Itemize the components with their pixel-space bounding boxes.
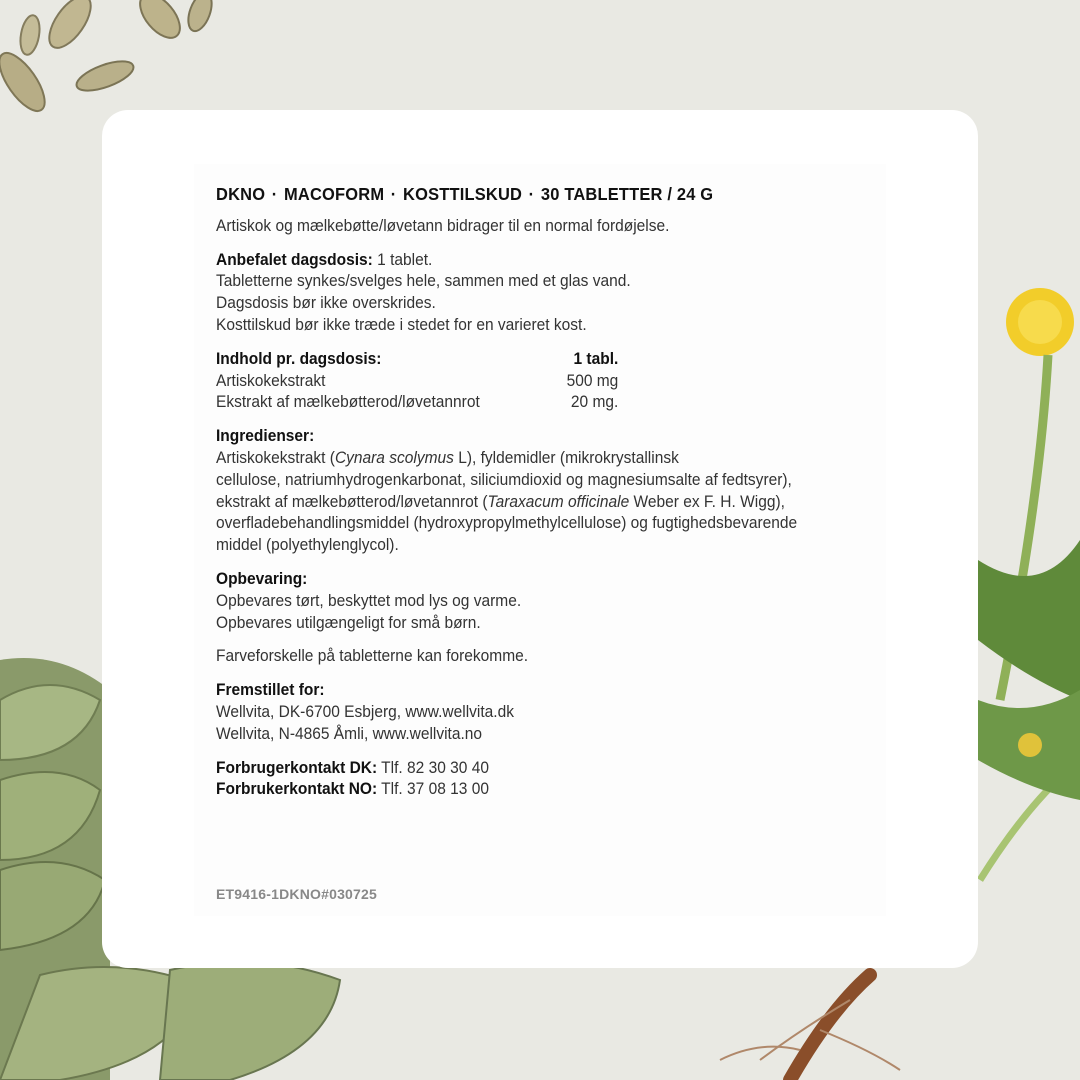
content-name: Ekstrakt af mælkebøtterod/løvetannrot [216, 393, 480, 412]
ingredients-text: overfladebehandlingsmiddel (hydroxypropylmethylcellulose) og fugtighedsbevarende [216, 514, 798, 533]
manufacturer-section [216, 680, 836, 745]
latin-name: Taraxacum officinale [487, 492, 630, 511]
label-card [102, 110, 978, 968]
dosage-line: Tabletterne synkes/svelges hele, sammen med et glas vand. [216, 272, 631, 291]
manufacturer-line: Wellvita, N-4865 Åmli, www.wellvita.no [216, 724, 483, 743]
ingredients-text: Weber ex F. H. Wigg), [629, 492, 785, 511]
header-brand: MACOFORM [284, 184, 385, 204]
dosage-line: Kosttilskud bør ikke træde i stedet for en varieret kost. [216, 315, 587, 334]
dosage-value: 1 tablet. [372, 250, 433, 269]
label-code: ET9416-1DKNO#030725 [216, 886, 378, 902]
contact-dk-phone: Tlf. 82 30 30 40 [377, 758, 489, 777]
header-separator: · [390, 184, 397, 204]
contact-dk-label: Forbrugerkontakt DK: [216, 758, 378, 777]
content-name: Artiskokekstrakt [216, 371, 326, 390]
content-table-unit: 1 tabl. [573, 349, 619, 368]
header-market: DKNO [216, 184, 266, 204]
label-content [216, 184, 836, 813]
content-table-heading: Indhold pr. dagsdosis: [216, 349, 382, 368]
ingredients-text: ekstrakt af mælkebøtterod/løvetannrot ( [216, 492, 488, 511]
intro-claim: Artiskok og mælkebøtte/løvetann bidrager til en normal fordøjelse. [216, 216, 670, 235]
ingredients-section [216, 426, 836, 557]
ingredients-heading: Ingredienser: [216, 427, 315, 446]
content-amount: 20 mg. [570, 393, 619, 412]
storage-heading: Opbevaring: [216, 569, 308, 588]
ingredients-text: L), fyldemidler (mikrokrystallinsk [453, 448, 679, 467]
content-table-row [216, 371, 618, 393]
ingredients-text: Artiskokekstrakt ( [216, 448, 335, 467]
contact-section [216, 758, 836, 802]
manufacturer-heading: Fremstillet for: [216, 681, 325, 700]
content-amount: 500 mg [566, 371, 619, 390]
ingredients-text: middel (polyethylenglycol). [216, 536, 399, 555]
dosage-label: Anbefalet dagsdosis: [216, 250, 373, 269]
fennel-seeds-decoration [0, 0, 216, 118]
dosage-line: Dagsdosis bør ikke overskrides. [216, 294, 436, 313]
content-table-header [216, 349, 618, 371]
dandelion-decoration [978, 288, 1080, 880]
product-label [194, 164, 886, 916]
content-table [216, 349, 836, 414]
header-category: KOSTTILSKUD [403, 184, 523, 204]
content-table-row [216, 392, 618, 414]
contact-no-phone: Tlf. 37 08 13 00 [377, 780, 489, 799]
header-separator: · [528, 184, 535, 204]
ingredients-text: cellulose, natriumhydrogenkarbonat, siliciumdioxid og magnesiumsalte af fedtsyrer), [216, 470, 792, 489]
header-quantity: 30 TABLETTER / 24 G [540, 184, 714, 204]
latin-name: Cynara scolymus [334, 448, 454, 467]
dandelion-root-decoration [720, 975, 900, 1080]
dosage-section [216, 250, 836, 337]
storage-line: Opbevares tørt, beskyttet mod lys og varme. [216, 591, 522, 610]
manufacturer-line: Wellvita, DK-6700 Esbjerg, www.wellvita.dk [216, 702, 514, 721]
storage-line: Opbevares utilgængeligt for små børn. [216, 613, 481, 632]
color-note: Farveforskelle på tabletterne kan forekomme. [216, 647, 529, 666]
storage-section [216, 569, 836, 634]
product-header [216, 184, 836, 206]
header-separator: · [271, 184, 278, 204]
contact-no-label: Forbrukerkontakt NO: [216, 780, 378, 799]
